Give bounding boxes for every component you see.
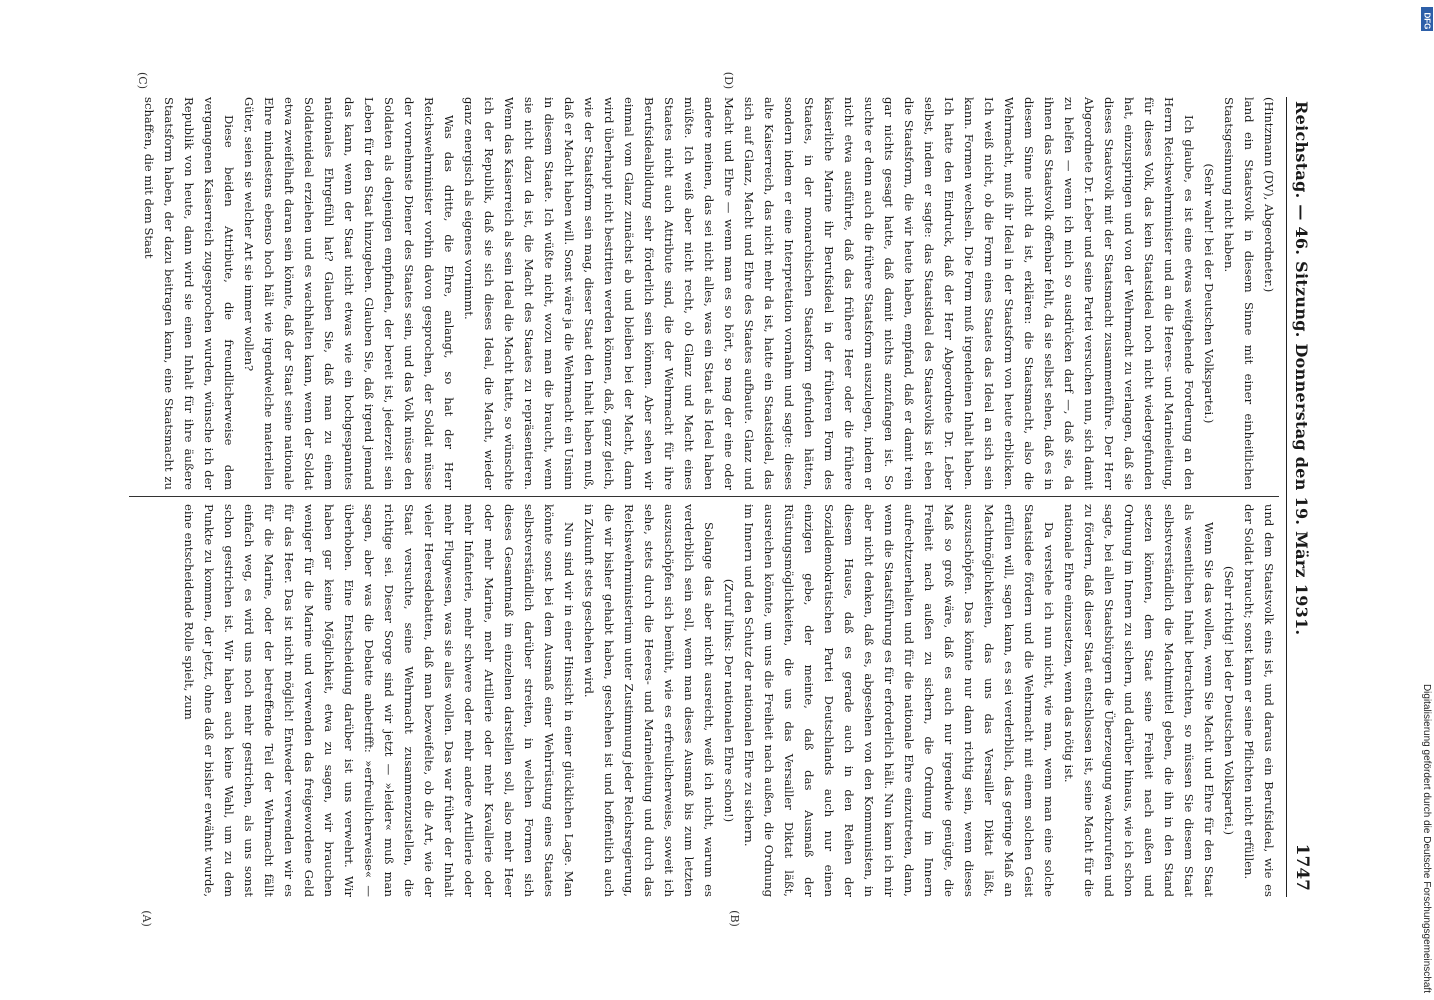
paragraph: Ich glaube, es ist eine etwas weitgehende Forderung an den Herrn Reichswehrminister und an die Heeres- und Marineleitung, für dieses Volk, das kein Staatsideal noch nicht wiedergefunden hat, einzuspringen und von der Wehrmacht zu verlangen, daß sie dieses Staatsvolk mit der Staatsmacht zusammenführe. Der Herr Abgeordnete Dr. Leber und seine Partei versuchen nun, sich damit zu helfen — wenn ich mich so ausdrücken darf —, daß sie, da ihnen das Staatsvolk offenbar fehlt, da sie selbst sehen, daß es in diesem Sinne nicht da ist, erklären: die Staatsmacht, also die Wehrmacht, muß ihr Ideal in der Staatsform von heute erblicken. Ich weiß nicht, ob die Form eines Staates das Ideal an sich sein kann. Formen wechseln. Die Form muß irgendeinen Inhalt haben. Ich hatte den Eindruck, daß der Herr Abgeordnete Dr. Leber selbst, indem er sagte: das Staatsideal des Staatsvolks ist eben die Staatsform, die wir heute haben, empfand, daß er damit rein gar nichts gesagt hatte, daß damit nichts anzufangen ist. So suchte er denn auch die frühere Staatsform auszulegen, indem er nicht etwa ausführte, daß das frühere Heer oder die frühere kaiserliche Marine ihr Berufsideal in der früheren Form des Staates, in der monarchischen Staatsform gefunden hätten, sondern indem er eine Interpretation vornahm und sagte: dieses alte Kaiserreich, das nicht mehr da ist, hatte ein Staatsideal, das sich auf Glanz, Macht und Ehre des Staates aufbaute. Glanz und Macht und Ehre — wenn man es so hört, so mag der eine oder andere meinen, das sei nicht alles, was ein Staat als Ideal haben müßte. Ich weiß aber nicht recht, ob Glanz und Macht eines Staates nicht auch Attribute sind, die der Wehrmacht für ihre Berufsidealbildung sehr förderlich sein können. Aber sehen wir einmal vom Glanz zunächst ab und bleiben bei der Macht, dann wird überhaupt nicht bestritten werden können, daß, ganz gleich, wie der Staatsform sein mag, dieser Staat den Inhalt haben muß, daß er Macht haben will. Sonst wäre ja die Wehrmacht ein Unsinn in diesem Staate. Ich wüßte nicht, wozu man die braucht, wenn sie nicht dazu da ist, die Macht des Staates zu repräsentieren. Wenn das Kaiserreich als sein Ideal die Macht hatte, so wünschte ich der Republik, daß sie sich dieses Ideal, die Macht, wieder ganz energisch als eigenes vornimmt. [462,97,1196,490]
margin-mark-a: (A) [139,910,153,927]
paragraph: Was das dritte, die Ehre, anlangt, so hat der Herr Reichswehrminister vorhin davon gesprochen, der Soldat müsse der vornehmste Diener des Staates sein, und das Volk müsse den Soldaten als denjenigen empfinden, der bereit ist, jederzeit sein Leben für den Staat hinzugeben. Glauben Sie, daß irgend jemand das kann, wenn der Staat nicht etwas wie ein hochgespanntes nationales Ehrgefühl hat? Glauben Sie, daß man zu einem Soldatenideal erziehen und es wachhalten kann, wenn der Soldat etwa zweifelhaft daran sein könnte, daß der Staat seine nationale Ehre mindestens ebenso hoch hält wie irgendwelche materiellen Güter, seien sie welcher Art sie immer wollen? [242,97,456,490]
document-page [111,97,1311,897]
paragraph: Wenn Sie das wollen, wenn Sie Macht und Ehre für den Staat als wesentlichen Inhalt betrachten, so müssen Sie diesem Staat selbstverständlich die Machtmittel geben, die ihn in den Stand setzen könnten, dem Staat seine Freiheit nach außen und Ordnung im Innern zu sichern, und darüber hinaus, wie ich schon sagte, bei allen Staatsbürgern die Überzeugung wachzurufen und zu fördern, daß dieser Staat entschlossen ist, seine Macht für die nationale Ehre einzusetzen, wenn das nötig ist. [1062,504,1216,897]
paragraph: Solange das aber nicht ausreicht, weiß ich nicht, warum es verderblich sein soll, wenn man dieses Ausmaß bis zum letzten auszuschöpfen sich bemüht, wie es erfreulicherweise, soweit ich sehe, stets durch die Heeres- und Marineleitung und durch das Reichswehrministerium unter Zustimmung jeder Reichsregierung, die wir bisher gehabt haben, geschehen ist und hoffentlich auch in Zukunft stets geschehen wird. [582,504,716,897]
left-column [119,97,1279,490]
right-column [119,504,1279,897]
paragraph: Nun sind wir in einer Hinsicht in einer glücklichen Lage. Man könnte sonst bei dem Ausmaß einer Wehrrüstung eines Staates selbstverständlich darüber streiten, in welchen Formen sich dieses Gesamtmaß im einzelnen darstellen soll, also mehr Heer oder mehr Marine, mehr Artillerie oder mehr Kavallerie oder mehr Infanterie, mehr schwere oder mehr andere Artillerie oder mehr Flugwesen, was sie alles wollen. Das war früher der Inhalt vieler Heeresdebatten, daß man bezweifelte, ob die Art, wie der Staat versuchte, seine Wehrmacht zusammenzustellen, die richtige sei. Dieser Sorge sind wir jetzt — »leider« muß man sagen, aber was die Debatte anbetrifft: »erfreulicherweise« — überhoben. Eine Entscheidung darüber ist uns verwehrt. Wir haben gar keine Möglichkeit, etwa zu sagen, wir brauchen weniger für die Marine und verwenden das freigewordene Geld für das Heer. Das ist nicht möglich! Entweder verwenden wir es für die Marine, oder der betreffende Teil der Wehrmacht fällt einfach weg, es wird uns noch mehr gestrichen, als uns sonst schon gestrichen ist. Wir haben auch keine Wahl, um zu dem Punkte zu kommen, der jetzt, ohne daß er bisher erwähnt wurde, eine entscheidende Rolle spielt, zum [182,504,576,897]
paragraph: land ein Staatsvolk in diesem Sinne mit einer einheitlichen Staatsgesinnung nicht haben. [1222,97,1256,490]
margin-mark-d: (D) [722,71,736,90]
speaker-line: (Hintzmann (DV), Abgeordneter.) [1262,97,1276,293]
header-title: Reichstag. — 46. Sitzung. Donnerstag den 19. März 1931. [1292,101,1311,636]
paragraph: Diese beiden Attribute, die freundlicherweise dem vergangenen Kaiserreich zugesprochen wurden, wünsche ich der Republik von heute, dann wird sie einen Inhalt für ihre äußere Staatsform haben, der dazu beitragen kann, eine Staatsmacht zu schaffen, die mit dem Staat [142,97,236,490]
interjection: (Sehr wahr! bei der Deutschen Volkspartei.) [1202,163,1216,424]
column-divider [129,496,1279,497]
dfg-credit [1419,7,1433,993]
page-number: 1747 [1292,843,1312,891]
paragraph: Da verstehe ich nun nicht, wie man, wenn man eine solche Staatsidee fördern und die Wehrmacht mit einem solchen Geist erfüllen will, sagen kann, es sei verderblich, das geringe Maß an Machtmöglichkeiten, das uns das Versailler Diktat läßt, auszuschöpfen. Das könnte nur dann richtig sein, wenn dieses Maß so groß wäre, daß es auch nur irgendwie genügte, die Freiheit nach außen zu sichern, die Ordnung im Innern aufrechtzuerhalten und für die nationale Ehre einzutreten, dann, wenn die Staatsführung es für erforderlich hält. Nun kann ich mir aber nicht denken, daß es, abgesehen von den Kommunisten, in diesem Hause, daß es gerade auch in den Reihen der Sozialdemokratischen Partei Deutschlands auch nur einen einzigen gebe, der meinte, daß das Ausmaß der Rüstungsmöglichkeiten, die uns das Versailler Diktat läßt, ausreichen könnte, um uns die Freiheit nach außen, die Ordnung im Innern und den Schutz der nationalen Ehre zu sichern. [742,504,1056,897]
dfg-credit-text: Digitalisierung gefördert durch die Deutsche Forschungsgemeinschaft [1421,683,1432,993]
margin-mark-c: (C) [136,72,149,89]
paragraph: und dem Staatsvolk eins ist, und daraus ein Berufsideal, wie es der Soldat braucht; sonst kann er seine Pflichten nicht erfüllen. [1242,504,1276,897]
interjection: (Sehr richtig! bei der Deutschen Volkspartei.) [1222,565,1236,836]
margin-mark-b: (B) [727,910,741,927]
interjection: (Zuruf links: Der nationalen Ehre schon!) [722,578,736,823]
dfg-logo: DFG [1421,7,1433,31]
page-header [1286,97,1311,897]
